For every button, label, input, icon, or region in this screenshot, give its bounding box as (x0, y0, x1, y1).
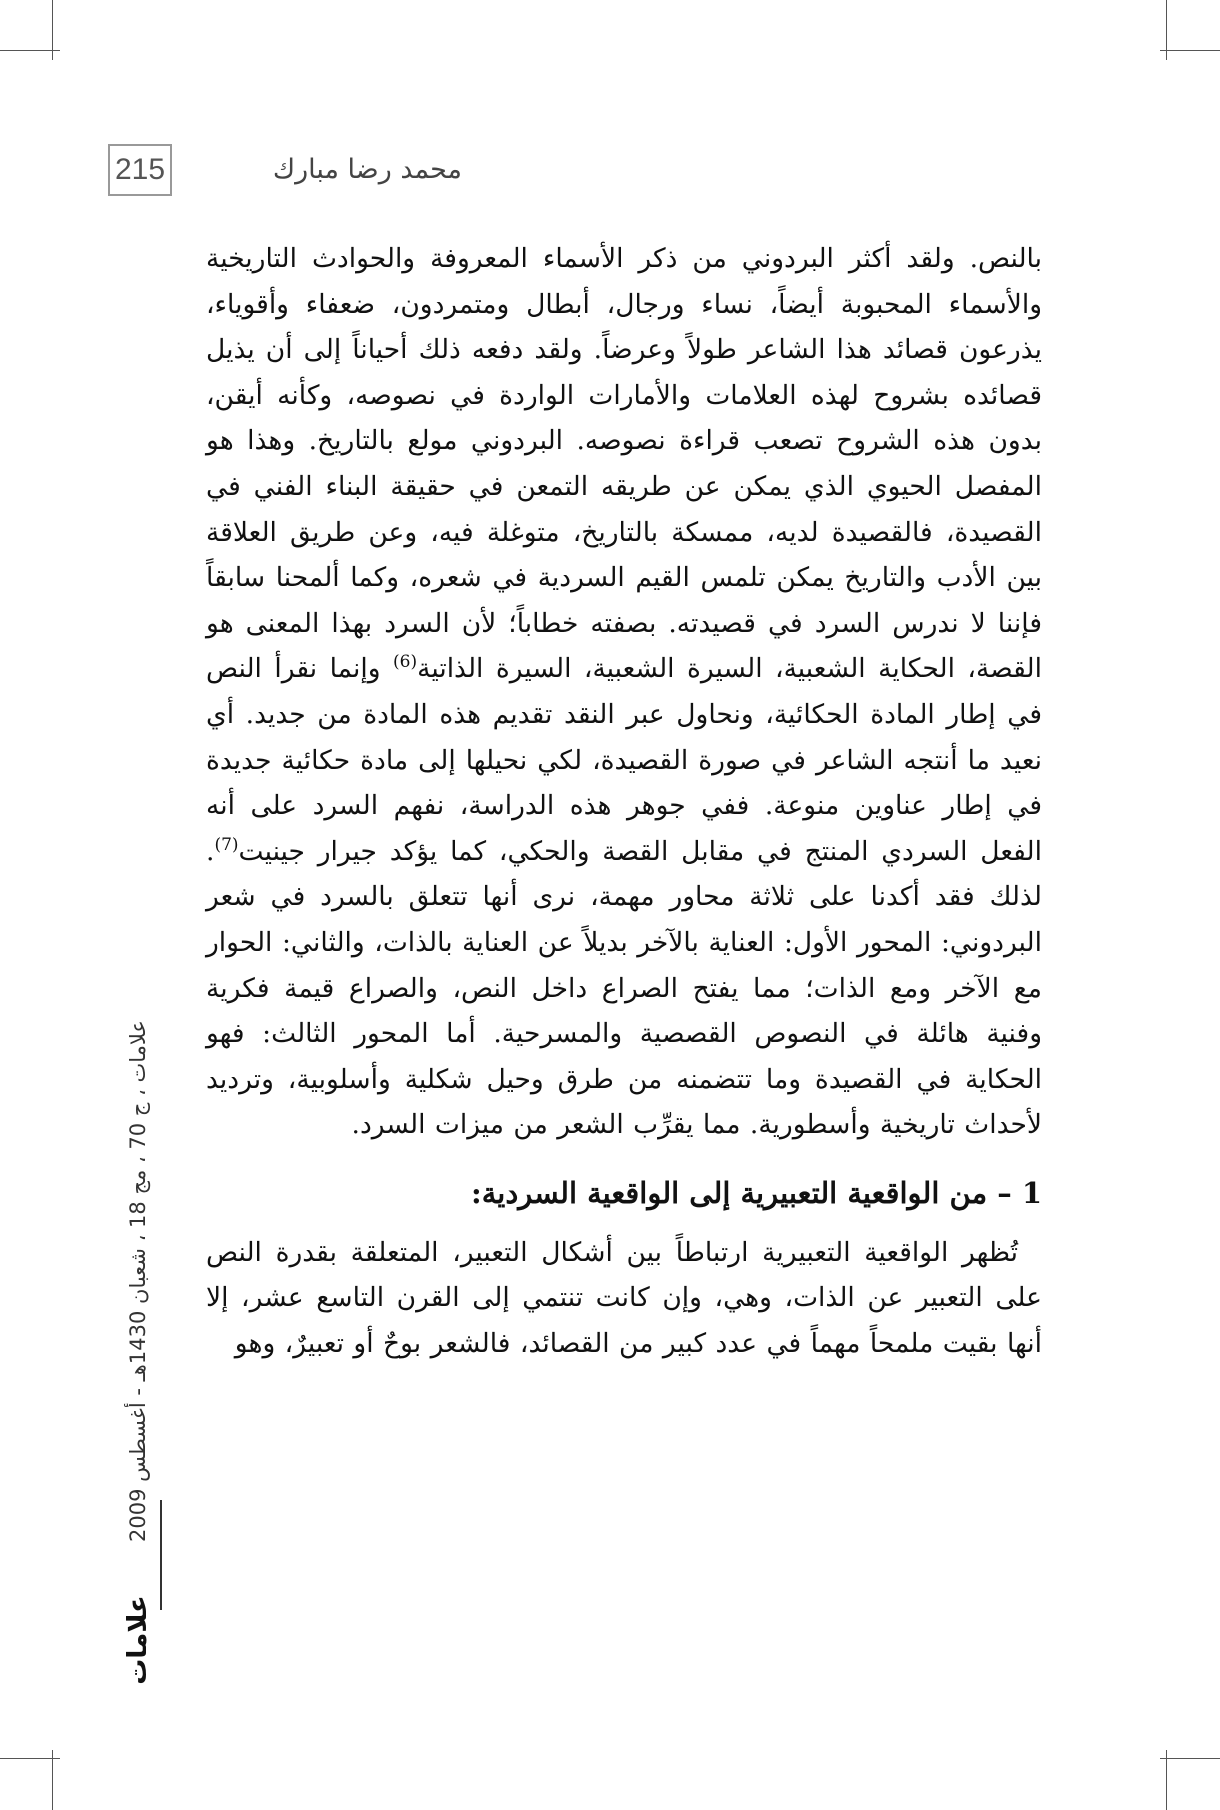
page-number: 215 (108, 144, 172, 196)
crop-mark-top-right-v (1166, 0, 1167, 60)
body-paragraph-2: تُظهر الواقعية التعبيرية ارتباطاً بين أشكال التعبير، المتعلقة بقدرة النص على التعبير عن الذات، وهي، وإن كانت تنتمي إلى القرن التاسع عشر، إلا أنها بقيت ملمحاً مهماً في عدد كبير من القصائد، فالشعر بوحٌ أو تعبيرٌ، وهو (206, 1236, 1042, 1360)
crop-mark-top-left-v (52, 0, 53, 60)
paragraph-text: بالنص. ولقد أكثر البردوني من ذكر الأسماء المعروفة والحوادث التاريخية والأسماء المحبوبة أيضاً، نساء ورجال، أبطال ومتمردون، ضعفاء وأقوياء، يذرعون قصائد هذا الشاعر طولاً وعرضاً. ولقد دفعه ذلك أحياناً إلى أن يذيل قصائده بشروح لهذه العلامات والأمارات الواردة في نصوصه، وكأنه أيقن، بدون هذه الشروح تصعب قراءة نصوصه. البردوني مولع بالتاريخ. وهذا هو المفصل الحيوي الذي يمكن عن طريقه التمعن في حقيقة البناء الفني في القصيدة، فالقصيدة لديه، ممسكة بالتاريخ، متوغلة فيه، وعن طريق العلاقة بين الأدب والتاريخ يمكن تلمس القيم السردية في شعره، وكما ألمحنا سابقاً فإننا لا ندرس السرد في قصيدته. بصفته خطاباً؛ لأن السرد بهذا المعنى هو القصة، الحكاية الشعبية، السيرة الشعبية، السيرة الذاتية (206, 243, 1042, 685)
body-paragraph (206, 236, 1042, 1148)
crop-mark-bottom-right-h (1160, 1758, 1220, 1759)
article-body (206, 236, 1042, 1367)
running-header-author: محمد رضا مبارك (272, 154, 462, 185)
journal-sidebar (122, 976, 154, 1586)
crop-mark-top-right-h (1160, 50, 1220, 51)
crop-mark-bottom-left-v (52, 1750, 53, 1810)
paragraph-text-continued: وإنما نقرأ النص في إطار المادة الحكائية، ونحاول عبر النقد تقديم هذه المادة من جديد. أي نعيد ما أنتجه الشاعر في صورة القصيدة، لكي نحيلها إلى مادة حكائية جديدة في إطار عناوين منوعة. ففي جوهر هذه الدراسة، نفهم السرد على أنه الفعل السردي المنتج في مقابل القصة والحكي، كما يؤكد جيرار جينيت (206, 653, 1042, 867)
section-heading: 1 – من الواقعية التعبيرية إلى الواقعية السردية: (471, 1175, 1042, 1210)
sidebar-divider (160, 1500, 162, 1610)
journal-info: علامات ، ج 70 ، مج 18 ، شعبان 1430هـ - أغسطس 2009 (126, 1020, 150, 1542)
crop-mark-bottom-left-h (0, 1758, 60, 1759)
paragraph-text-end: . لذلك فقد أكدنا على ثلاثة محاور مهمة، نرى أنها تتعلق بالسرد في شعر البردوني: المحور الأول: العناية بالآخر بديلاً عن العناية بالذات، والثاني: الحوار مع الآخر ومع الذات؛ مما يفتح الصراع داخل النص، والصراع قيمة فكرية وفنية هائلة في النصوص القصصية والمسرحية. أما المحور الثالث: فهو الحكاية في القصيدة وما تتضمنه من طرق وحيل شكلية وأسلوبية، وترديد لأحداث تاريخية وأسطورية. مما يقرِّب الشعر من ميزات السرد. (206, 835, 1042, 1141)
footnote-ref-6: (6) (393, 652, 418, 673)
footnote-ref-7: (7) (214, 834, 239, 855)
crop-mark-bottom-right-v (1166, 1750, 1167, 1810)
journal-logo-text: علامات (123, 1595, 153, 1685)
journal-logo (110, 1595, 166, 1685)
crop-mark-top-left-h (0, 50, 60, 51)
